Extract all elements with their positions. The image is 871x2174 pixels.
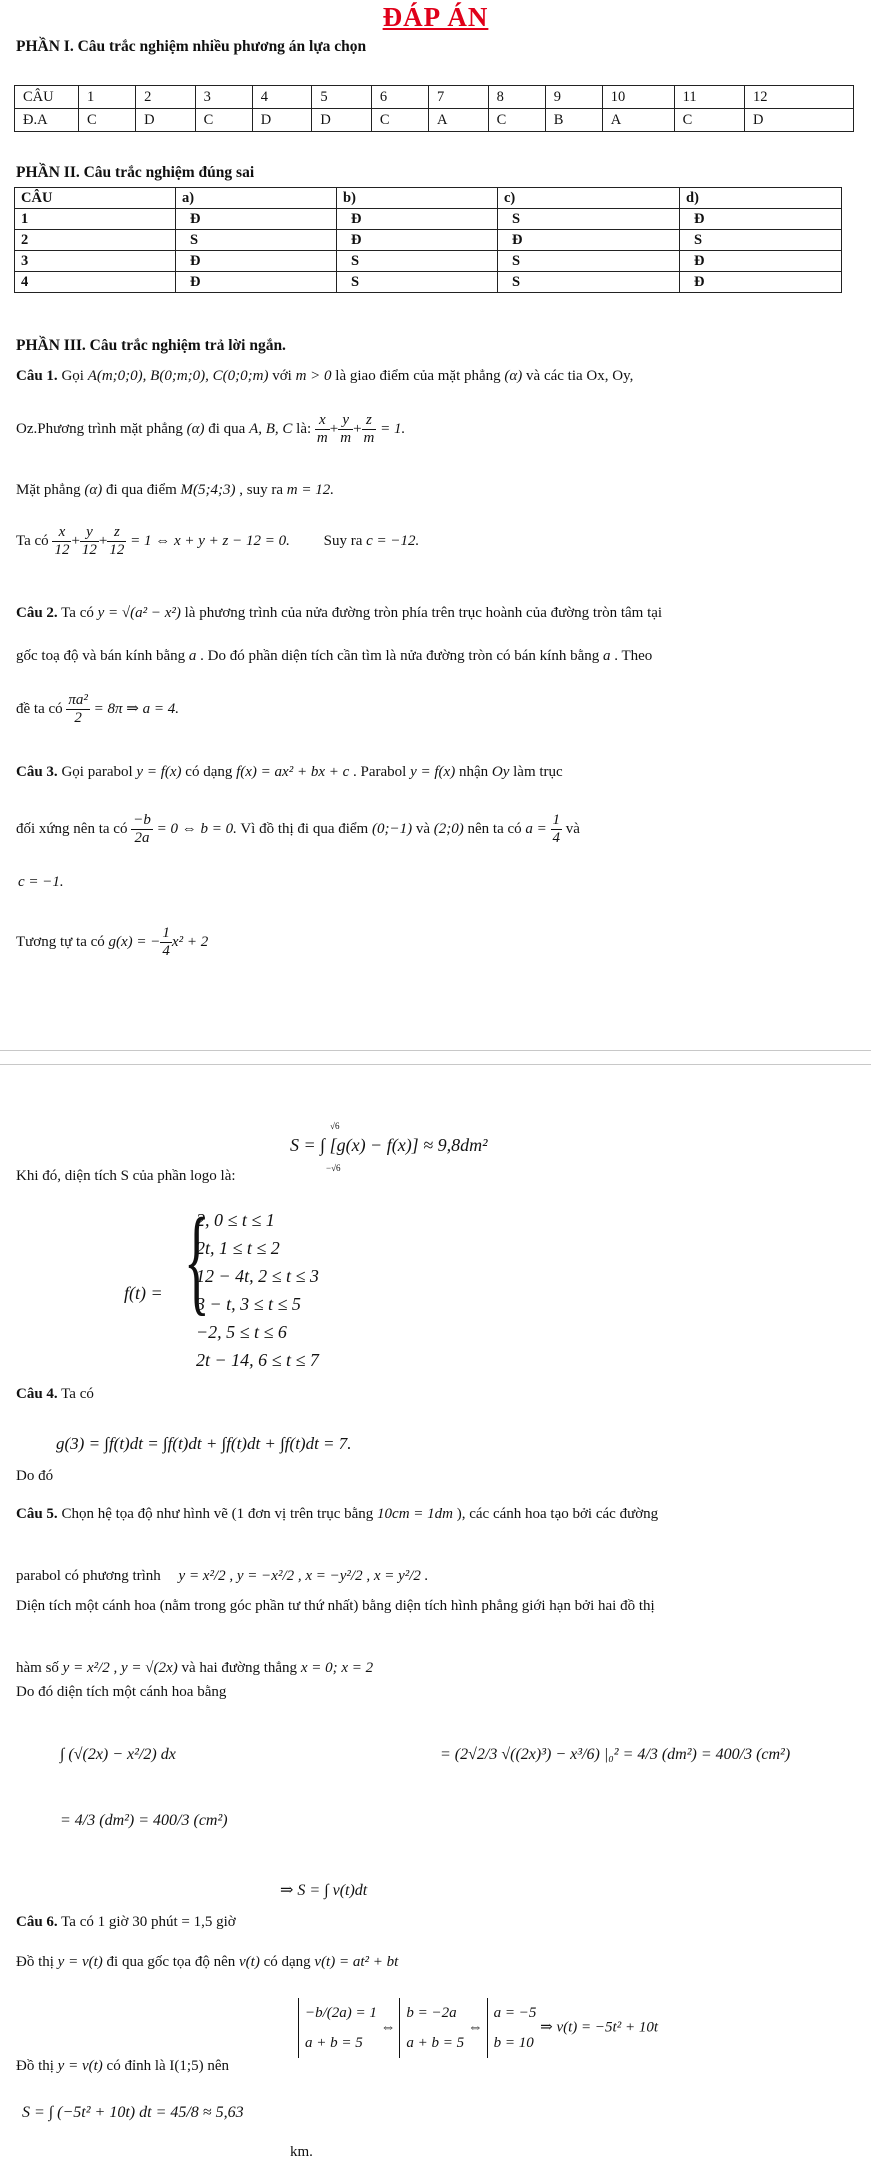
- text: và: [415, 821, 430, 838]
- fraction: $\frac{z}{12}$: [109, 524, 125, 559]
- text: Diện tích một cánh hoa (nằm trong góc phần tư thứ nhất) bằng diện tích hình phẳng giới hạn bởi hai đồ thị: [16, 1598, 655, 1614]
- math: = 1 ⇔ x + y + z − 12 = 0.: [130, 533, 290, 550]
- q6-line4: [22, 2104, 244, 2122]
- part2-table: [14, 187, 842, 293]
- table-cell: C: [195, 109, 252, 132]
- table-cell: Đ: [337, 209, 498, 230]
- table-cell: 3: [195, 86, 252, 109]
- table-cell: S: [337, 272, 498, 293]
- sys-row: a + b = 5: [406, 2035, 465, 2051]
- text: Do đó: [16, 1468, 54, 1484]
- part1-table: [14, 85, 854, 132]
- table-cell: 6: [371, 86, 428, 109]
- q4-fdef: [124, 1283, 163, 1304]
- q5-integral-left: [60, 1746, 176, 1764]
- math: S = ∫ [g(x) − f(x)] ≈ 9,8dm²: [290, 1135, 488, 1155]
- q5-line3: [16, 1598, 655, 1615]
- text: đề ta có: [16, 701, 63, 718]
- q1-line2: Oz.Phương trình mặt phẳng (α) đi qua A, B, C là: $\frac{x}{m}$ + $\frac{y}{m}$ + $\frac{z}{m}$ = 1.: [16, 412, 406, 447]
- text: Khi đó, diện tích S của phần logo là:: [16, 1168, 236, 1184]
- math: y = v(t): [57, 1954, 103, 1970]
- math: A, B, C: [249, 421, 293, 438]
- text: nên ta có: [467, 821, 522, 838]
- brace-icon: {: [183, 1193, 210, 1326]
- table-row: [15, 230, 842, 251]
- text: là giao điểm của mặt phẳng: [335, 368, 501, 384]
- table-row: [15, 188, 842, 209]
- table-header: a): [176, 188, 337, 209]
- table-header: CÂU: [15, 188, 176, 209]
- table-cell: 1: [15, 209, 176, 230]
- case-row: 12 − 4t, 2 ≤ t ≤ 3: [196, 1266, 319, 1286]
- table-cell: 7: [429, 86, 489, 109]
- numerator: πa²: [68, 692, 88, 708]
- math: a: [188, 648, 197, 664]
- q5-line4: [16, 1660, 373, 1677]
- table-cell: 10: [602, 86, 674, 109]
- math: ∫ (√(2x) − x²/2) dx: [60, 1746, 176, 1763]
- text: làm trục: [513, 764, 563, 780]
- table-row: [15, 272, 842, 293]
- text: Do đó diện tích một cánh hoa bằng: [16, 1684, 227, 1700]
- fraction: $\frac{z}{m}$: [363, 412, 375, 447]
- denominator: 2a: [131, 829, 153, 847]
- table-cell: D: [745, 109, 854, 132]
- text: Vì đồ thị đi qua điểm: [240, 821, 369, 838]
- table-cell: S: [498, 272, 680, 293]
- table-cell: Đ: [680, 272, 842, 293]
- math: (0;−1): [371, 821, 413, 838]
- text: Ta có 1 giờ 30 phút = 1,5 giờ: [61, 1914, 236, 1930]
- math: f(x) = ax² + bx + c: [236, 764, 350, 780]
- math: ⇒ v(t) = −5t² + 10t: [540, 2019, 658, 2036]
- math: = 0 ⇔ b = 0.: [156, 821, 237, 838]
- q6-system: −b/(2a) = 1 a + b = 5 ⇔ b = −2a a + b = 5 ⇔ a = −5 b = 10 ⇒ v(t) = −5t² + 10t: [298, 1998, 658, 2058]
- text: có dạng: [263, 1954, 311, 1970]
- table-cell: A: [429, 109, 489, 132]
- math: = 8π ⇒ a = 4.: [93, 701, 179, 718]
- divider: [0, 1050, 871, 1051]
- lower-limit: −√6: [326, 1163, 341, 1173]
- q4-cases: [196, 1206, 319, 1374]
- table-cell: 8: [488, 86, 545, 109]
- text: Mặt phẳng: [16, 482, 81, 498]
- q3-line3: [18, 874, 64, 891]
- q3-label: Câu 3.: [16, 764, 58, 780]
- text: Đồ thị: [16, 2058, 54, 2074]
- table-header: b): [337, 188, 498, 209]
- math: c = −12.: [366, 533, 420, 550]
- case-row: 2t − 14, 6 ≤ t ≤ 7: [196, 1350, 319, 1370]
- text: là phương trình của nửa đường tròn phía trên trục hoành của đường tròn tâm tại: [184, 605, 663, 621]
- q2-label: Câu 2.: [16, 605, 58, 621]
- q2-line1: [16, 605, 662, 622]
- math: y = f(x): [410, 764, 456, 780]
- q6-label: Câu 6.: [16, 1914, 58, 1930]
- case-row: 2t, 1 ≤ t ≤ 2: [196, 1238, 280, 1258]
- text: gốc toạ độ và bán kính bằng: [16, 648, 186, 664]
- upper-limit: √6: [330, 1121, 340, 1131]
- math: v(t) = at² + bt: [314, 1954, 399, 1970]
- text: Tương tự ta có: [16, 934, 105, 951]
- math: v(t): [239, 1954, 260, 1970]
- table-cell: 5: [312, 86, 372, 109]
- table-cell: C: [674, 109, 744, 132]
- math: (α): [504, 368, 523, 384]
- q6-line3: [16, 2058, 229, 2075]
- table-cell: S: [498, 251, 680, 272]
- math: a: [602, 648, 611, 664]
- case-row: −2, 5 ≤ t ≤ 6: [196, 1322, 287, 1342]
- table-cell: 2: [15, 230, 176, 251]
- math: m = 12.: [286, 482, 334, 498]
- math: = 4/3 (dm²) = 400/3 (cm²): [60, 1812, 228, 1829]
- q3-area-formula: [290, 1121, 488, 1173]
- table-header: d): [680, 188, 842, 209]
- text: Ta có: [61, 1386, 94, 1402]
- table-cell: 11: [674, 86, 744, 109]
- text: đi qua: [208, 421, 246, 438]
- q6-line1: [16, 1914, 236, 1931]
- text: Đồ thị: [16, 1954, 54, 1970]
- math: c = −1.: [18, 874, 64, 890]
- math: y = f(x): [136, 764, 182, 780]
- text: . Theo: [614, 648, 653, 664]
- table-row: [15, 86, 854, 109]
- fraction: $\frac{y}{m}$: [340, 412, 352, 447]
- part1-heading: PHẦN I. Câu trắc nghiệm nhiều phương án lựa chọn: [16, 38, 367, 55]
- q3-line2: [16, 812, 580, 848]
- q4-label: Câu 4.: [16, 1386, 58, 1402]
- sys-row: −b/(2a) = 1: [305, 2005, 377, 2021]
- q5-line1: [16, 1506, 658, 1523]
- math: g(3) = ∫f(t)dt = ∫f(t)dt + ∫f(t)dt + ∫f(t)dt = 7.: [56, 1434, 352, 1453]
- math: g(x) = −: [108, 934, 161, 951]
- table-cell: Đ: [176, 251, 337, 272]
- table-cell: 4: [252, 86, 312, 109]
- sys-row: b = 10: [493, 2035, 534, 2051]
- math: A(m;0;0), B(0;m;0), C(0;0;m): [87, 368, 269, 384]
- table-cell: A: [602, 109, 674, 132]
- table-cell: S: [680, 230, 842, 251]
- table-cell: Đ: [498, 230, 680, 251]
- table-cell: Đ.A: [15, 109, 79, 132]
- case-row: 3 − t, 3 ≤ t ≤ 5: [196, 1294, 301, 1314]
- q6-line2: [16, 1954, 398, 1971]
- table-cell: 2: [136, 86, 196, 109]
- text: và hai đường thẳng: [181, 1660, 298, 1676]
- table-cell: D: [136, 109, 196, 132]
- text: là:: [296, 421, 312, 438]
- math: a =: [525, 821, 547, 838]
- math: f(t) =: [124, 1283, 163, 1303]
- fraction: [66, 692, 90, 728]
- q5-result: [60, 1812, 228, 1830]
- q4-integral: [56, 1434, 352, 1454]
- table-cell: B: [545, 109, 602, 132]
- math: (2;0): [433, 821, 464, 838]
- table-cell: Đ: [680, 209, 842, 230]
- fraction: $\frac{x}{m}$: [316, 412, 328, 447]
- fraction: $\frac{y}{12}$: [81, 524, 97, 559]
- denominator: 4: [162, 943, 170, 960]
- sys-row: a = −5: [493, 2005, 537, 2021]
- math: y = x²/2 , y = −x²/2 , x = −y²/2 , x = y²/2 .: [178, 1568, 429, 1584]
- text: Ta có: [16, 533, 49, 550]
- table-cell: S: [337, 251, 498, 272]
- table-cell: S: [176, 230, 337, 251]
- math: x² + 2: [171, 934, 209, 951]
- table-cell: 9: [545, 86, 602, 109]
- part2-heading: PHẦN II. Câu trắc nghiệm đúng sai: [16, 164, 255, 181]
- table-cell: Đ: [337, 230, 498, 251]
- text: và: [565, 821, 580, 838]
- math: (α): [186, 421, 205, 438]
- q4-line1: [16, 1386, 94, 1403]
- text: parabol có phương trình: [16, 1568, 161, 1584]
- table-cell: 12: [745, 86, 854, 109]
- numerator: 1: [162, 925, 170, 941]
- numerator: −b: [133, 812, 151, 828]
- table-cell: C: [488, 109, 545, 132]
- table-cell: Đ: [680, 251, 842, 272]
- q2-line2: [16, 648, 652, 665]
- part3-heading: PHẦN III. Câu trắc nghiệm trả lời ngắn.: [16, 337, 286, 354]
- q1-line1: [16, 368, 633, 385]
- text: Suy ra: [323, 533, 363, 550]
- text: , suy ra: [239, 482, 284, 498]
- text: ), các cánh hoa tạo bởi các đường: [456, 1506, 659, 1522]
- text: với: [272, 368, 292, 384]
- text: Gọi: [61, 368, 84, 384]
- denominator: 4: [552, 830, 561, 847]
- q1-line4: Ta có $\frac{x}{12}$ + $\frac{y}{12}$ + $\frac{z}{12}$ = 1 ⇔ x + y + z − 12 = 0. Suy ra c = −12.: [16, 524, 420, 559]
- math: x = 0; x = 2: [300, 1660, 374, 1676]
- math: ⇒ S = ∫ v(t)dt: [280, 1882, 368, 1899]
- math: y = √(a² − x²): [97, 605, 181, 621]
- q6-unit: [290, 2144, 313, 2161]
- text: và các tia Ox, Oy,: [526, 368, 634, 384]
- q5-label: Câu 5.: [16, 1506, 58, 1522]
- text: có đỉnh là I(1;5) nên: [106, 2058, 229, 2074]
- denominator: 2: [66, 709, 90, 727]
- math: y = x²/2 , y = √(2x): [62, 1660, 178, 1676]
- fraction: [551, 812, 563, 848]
- divider: [0, 1064, 871, 1065]
- q3-line1: [16, 764, 563, 781]
- math: m > 0: [295, 368, 332, 384]
- table-cell: D: [312, 109, 372, 132]
- text: có dạng: [185, 764, 233, 780]
- table-cell: 3: [15, 251, 176, 272]
- text: Chọn hệ tọa độ như hình vẽ (1 đơn vị trên trục bằng: [61, 1506, 374, 1522]
- text: hàm số: [16, 1660, 59, 1676]
- table-row: [15, 251, 842, 272]
- text: đi qua gốc tọa độ nên: [106, 1954, 236, 1970]
- numerator: 1: [552, 812, 561, 828]
- math: (α): [84, 482, 103, 498]
- q4-line2: [16, 1468, 53, 1485]
- table-cell: C: [79, 109, 136, 132]
- q5-line5: [16, 1684, 226, 1701]
- text: Oz.Phương trình mặt phẳng: [16, 421, 183, 438]
- q3-line4: [16, 925, 208, 961]
- q2-line3: [16, 692, 179, 728]
- table-cell: C: [371, 109, 428, 132]
- case-row: 2, 0 ≤ t ≤ 1: [196, 1210, 275, 1230]
- table-row: [15, 109, 854, 132]
- text: km.: [290, 2144, 313, 2160]
- table-cell: Đ: [176, 272, 337, 293]
- q3-line5: [16, 1168, 236, 1185]
- sys-row: b = −2a: [406, 2005, 457, 2021]
- text: . Parabol: [353, 764, 407, 780]
- math: M(5;4;3): [180, 482, 236, 498]
- fraction: $\frac{x}{12}$: [54, 524, 70, 559]
- q1-line3: [16, 482, 334, 499]
- q5-line2: [16, 1568, 428, 1585]
- table-cell: S: [498, 209, 680, 230]
- math: Oy: [491, 764, 510, 780]
- table-cell: Đ: [176, 209, 337, 230]
- math: = (2√2/3 √((2x)³) − x³/6) |₀² = 4/3 (dm²) = 400/3 (cm²): [440, 1746, 791, 1763]
- math: = 1.: [380, 421, 406, 438]
- text: nhận: [458, 764, 489, 780]
- table-cell: 1: [79, 86, 136, 109]
- fraction: [131, 812, 153, 848]
- q1-label: Câu 1.: [16, 368, 58, 384]
- math: S = ∫ (−5t² + 10t) dt = 45/8 ≈ 5,63: [22, 2104, 244, 2121]
- text: đi qua điểm: [105, 482, 177, 498]
- table-row: [15, 209, 842, 230]
- table-cell: 4: [15, 272, 176, 293]
- table-header: c): [498, 188, 680, 209]
- text: đối xứng nên ta có: [16, 821, 128, 838]
- text: Ta có: [61, 605, 94, 621]
- q5-integral-right: [440, 1746, 790, 1764]
- text: . Do đó phần diện tích cần tìm là nửa đường tròn có bán kính bằng: [200, 648, 600, 664]
- table-cell: D: [252, 109, 312, 132]
- table-cell: CÂU: [15, 86, 79, 109]
- math: y = v(t): [57, 2058, 103, 2074]
- math: 10cm = 1dm: [377, 1506, 453, 1522]
- sys-row: a + b = 5: [305, 2035, 363, 2051]
- fraction: [160, 925, 172, 961]
- q6-formula: [280, 1880, 367, 1900]
- page-title: ĐÁP ÁN: [382, 2, 489, 32]
- text: Gọi parabol: [61, 764, 133, 780]
